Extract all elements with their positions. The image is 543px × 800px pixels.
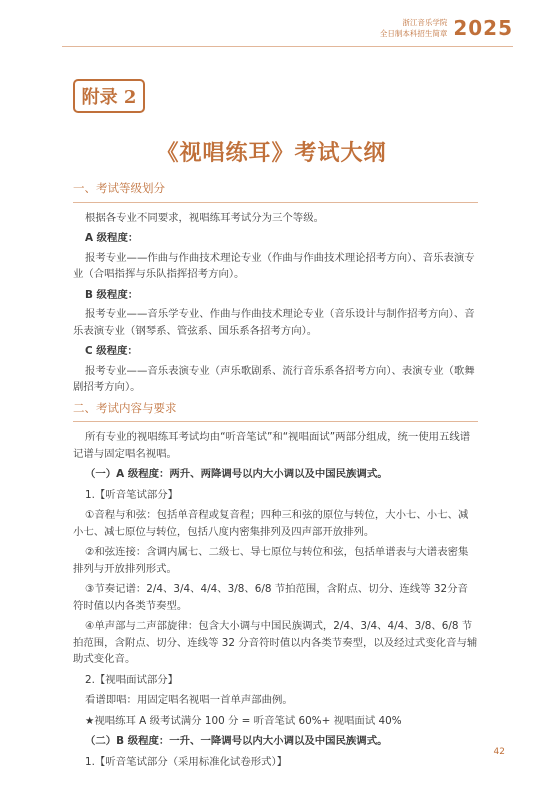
- listening-item: ②和弦连接：含调内属七、二级七、导七原位与转位和弦，包括单谱表与大谱表密集排列与开放排列形式。: [73, 546, 469, 575]
- document-body: [73, 180, 478, 774]
- level-a-label: A 级程度：: [85, 232, 139, 244]
- appendix-label: 附录 2: [73, 79, 145, 113]
- header-guide: 全日制本科招生简章: [379, 29, 448, 38]
- listening-item: ①音程与和弦：包括单音程或复音程；四种三和弦的原位与转位，大小七、小七、减小七、减七原位与转位，包括八度内密集排列及四声部开放排列。: [73, 509, 469, 538]
- sight-singing-part-heading: 2.【视唱面试部分】: [85, 673, 179, 686]
- listening-part-heading: 1.【听音笔试部分】: [85, 488, 179, 501]
- b-level-heading: （二）B 级程度：一升、一降调号以内大小调以及中国民族调式。: [85, 735, 388, 747]
- header-year: 2025: [453, 16, 513, 40]
- section-divider: [73, 421, 478, 422]
- page-number: 42: [493, 747, 505, 757]
- content-intro: 所有专业的视唱练耳考试均由“听音笔试”和“视唱面试”两部分组成，统一使用五线谱记谱与固定唱名视唱。: [73, 431, 471, 460]
- header-school: 浙江音乐学院: [402, 18, 448, 27]
- level-c-label: C 级程度：: [85, 345, 138, 357]
- a-level-heading: （一）A 级程度：两升、两降调号以内大小调以及中国民族调式。: [85, 468, 388, 480]
- page-header: [380, 16, 513, 40]
- page-title: 《视唱练耳》考试大纲: [156, 140, 387, 166]
- levels-intro: 根据各专业不同要求，视唱练耳考试分为三个等级。: [85, 211, 324, 224]
- b-listening-part-heading: 1.【听音笔试部分（采用标准化试卷形式）】: [85, 755, 288, 768]
- section-heading-content: 二、考试内容与要求: [73, 400, 177, 415]
- level-c-text: 报考专业——音乐表演专业（声乐歌剧系、流行音乐系各招考方向）、表演专业（歌舞剧招考方向）。: [73, 364, 475, 393]
- level-b-text: 报考专业——音乐学专业、作曲与作曲技术理论专业（音乐设计与制作招考方向）、音乐表演专业（钢琴系、管弦系、国乐系各招考方向）。: [73, 308, 475, 337]
- header-divider: [62, 46, 513, 47]
- listening-item: ④单声部与二声部旋律：包含大小调与中国民族调式，2/4、3/4、4/4、3/8、6/8 节拍范围，含附点、切分、连线等 32 分音符时值以内各类节奏型，以及经过式变化音与辅助式变化音。: [73, 620, 478, 665]
- listening-item: ③节奏记谱：2/4、3/4、4/4、3/8、6/8 节拍范围，含附点、切分、连线等 32分音符时值以内各类节奏型。: [73, 583, 468, 612]
- level-b-label: B 级程度：: [85, 288, 139, 301]
- header-text: [380, 17, 448, 39]
- score-note: ★视唱练耳 A 级考试满分 100 分 = 听音笔试 60%+ 视唱面试 40%: [85, 714, 402, 727]
- level-a-text: 报考专业——作曲与作曲技术理论专业（作曲与作曲技术理论招考方向）、音乐表演专业（合唱指挥与乐队指挥招考方向）。: [73, 251, 475, 280]
- section-divider: [73, 202, 478, 203]
- section-heading-levels: 一、考试等级划分: [73, 181, 165, 195]
- sight-singing-text: 看谱即唱：用固定唱名视唱一首单声部曲例。: [85, 694, 293, 706]
